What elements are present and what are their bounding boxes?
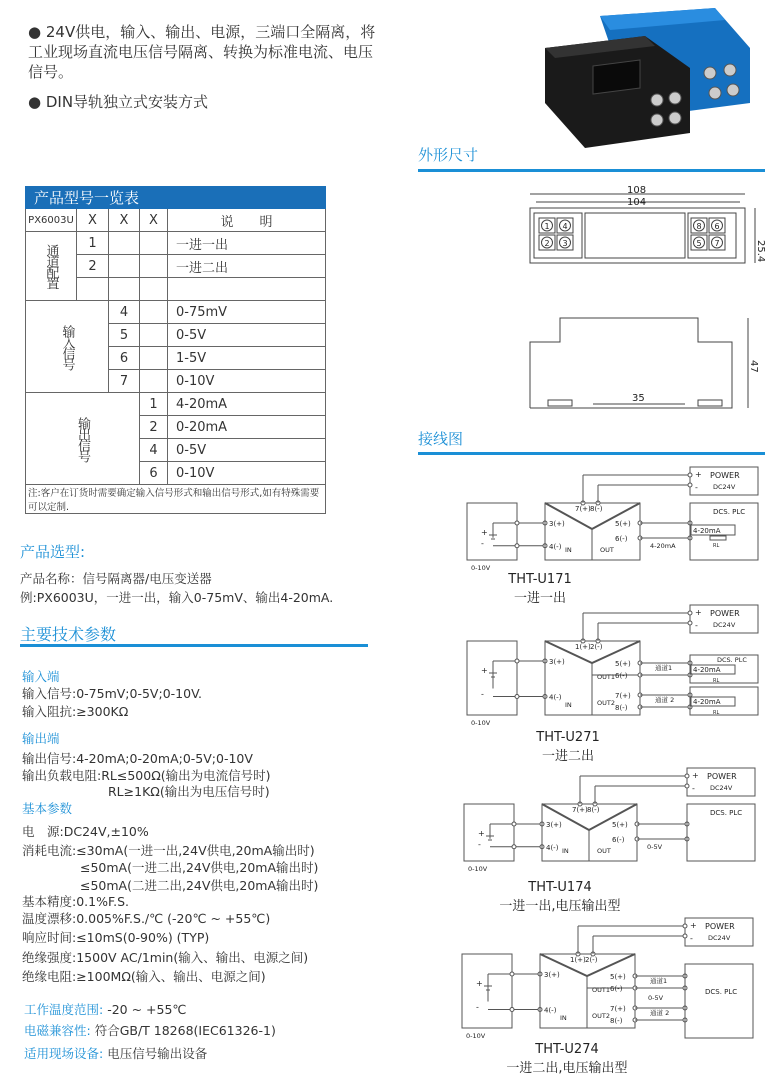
spec-extra: 电磁兼容性: 符合GB/T 18268(IEC61326-1): [24, 1023, 276, 1038]
power-label: POWER: [710, 471, 740, 480]
specs-rule: [20, 644, 368, 647]
wiring-diagram-u274: [450, 916, 760, 1040]
label: 7(+): [615, 692, 631, 700]
spec-extra: 工作温度范围: -20 ~ +55℃: [24, 1002, 187, 1017]
signal-label: 0-5V: [648, 994, 664, 1002]
col-x2: X: [109, 209, 140, 232]
terminal-icon: [512, 845, 516, 849]
table-cell: 1-5V: [168, 347, 326, 370]
terminal-number: 6: [714, 222, 720, 231]
terminal-number: 1: [544, 222, 550, 231]
wiring-diagram-u171: [455, 465, 765, 572]
rl-label: RL: [713, 678, 720, 684]
table-cell: 7: [109, 370, 140, 393]
in-label: IN: [565, 701, 572, 709]
minus-sign: -: [476, 1002, 479, 1012]
terminal-icon: [685, 774, 689, 778]
dim-35: 35: [632, 393, 645, 404]
power-label: POWER: [707, 772, 737, 781]
dc24v-label: DC24V: [713, 621, 736, 629]
diagram-caption-u171: THT-U171 一进一出: [508, 572, 572, 606]
spec-line: 绝缘强度:1500V AC/1min(输入、输出、电源之间): [22, 950, 309, 965]
dcs-plc-label: DCS. PLC: [705, 988, 738, 996]
power-label: POWER: [705, 922, 735, 931]
basic-section-title: 基本参数: [22, 801, 73, 816]
label: 2(-): [585, 956, 598, 964]
plus-sign: +: [690, 921, 697, 930]
label: 4(-): [549, 693, 562, 702]
signal-label: 0-5V: [647, 843, 663, 851]
table-model: PX6003U: [26, 209, 77, 232]
minus-sign: -: [478, 839, 481, 849]
dcs-plc-box: [685, 964, 753, 1038]
dim-104: 104: [627, 197, 647, 208]
source-range-label: 0-10V: [468, 865, 488, 873]
channel-1-label: 通道1: [655, 664, 673, 672]
terminal-icon: [515, 544, 519, 548]
spec-line: 温度漂移:0.005%F.S./℃ (-20℃ ~ +55℃): [22, 911, 271, 926]
label: 3(+): [549, 658, 565, 666]
label: 6(-): [612, 836, 625, 844]
minus-sign: -: [695, 483, 698, 492]
table-cell: 6: [140, 462, 168, 485]
out2-label: OUT2: [592, 1012, 610, 1020]
label: 2(-): [590, 643, 603, 651]
label: 8(-): [587, 806, 600, 814]
dcs-plc-label: DCS. PLC: [710, 809, 743, 817]
output-label: 输出信号: [26, 393, 140, 485]
terminal-icon: [688, 611, 692, 615]
out1-label: OUT1: [597, 673, 615, 681]
out-label: OUT: [600, 546, 614, 554]
table-cell: 一进二出: [168, 255, 326, 278]
model-selection-table: [25, 186, 326, 514]
table-cell: 0-5V: [168, 324, 326, 347]
label: 8(-): [590, 505, 603, 513]
table-cell: 0-20mA: [168, 416, 326, 439]
spec-line: ≤50mA(一进二出,24V供电,20mA输出时): [80, 860, 319, 875]
table-title: 产品型号一览表: [26, 187, 326, 209]
label: 8(-): [610, 1017, 623, 1025]
dimension-drawing: [520, 180, 765, 415]
in-label: IN: [560, 1014, 567, 1022]
plus-sign: +: [481, 528, 488, 537]
spec-line: 绝缘电阻:≥100MΩ(输入、输出、电源之间): [22, 969, 266, 984]
terminal-icon: [515, 695, 519, 699]
table-cell: 0-10V: [168, 462, 326, 485]
terminal-icon: [688, 621, 692, 625]
col-x1: X: [77, 209, 109, 232]
terminal-icon: [512, 822, 516, 826]
terminal-icon: [515, 659, 519, 663]
label: 5(+): [615, 660, 631, 668]
selection-name: 产品名称：信号隔离器/电压变送器: [20, 571, 212, 586]
dim-25-4: 25.4: [755, 240, 766, 263]
signal-source-box: [467, 641, 517, 715]
input-label: 输入信号: [26, 301, 109, 393]
source-range-label: 0-10V: [471, 719, 491, 727]
intro-bullet-2: ● DIN导轨独立式安装方式: [28, 93, 209, 111]
channel-2-label: 通道 2: [655, 696, 675, 704]
table-cell: 1: [140, 393, 168, 416]
spec-line: 消耗电流:≤30mA(一进一出,24V供电,20mA输出时): [22, 843, 315, 858]
out2-label: OUT2: [597, 699, 615, 707]
spec-line: ≤50mA(二进二出,24V供电,20mA输出时): [80, 878, 319, 893]
table-cell: 4: [109, 301, 140, 324]
label: 5(+): [615, 520, 631, 528]
plus-sign: +: [695, 470, 702, 479]
table-cell: 0-5V: [168, 439, 326, 462]
signal-label: 4-20mA: [650, 542, 676, 550]
dc24v-label: DC24V: [713, 483, 736, 491]
label: 7(+): [610, 1005, 626, 1013]
label: 1(+): [575, 643, 591, 651]
table-cell: 6: [109, 347, 140, 370]
out1-label: OUT1: [592, 986, 610, 994]
selection-title: 产品选型:: [20, 543, 86, 561]
wiring-title: 接线图: [418, 430, 464, 448]
table-cell: 4-20mA: [168, 393, 326, 416]
minus-sign: -: [690, 934, 693, 943]
label: 5(+): [610, 973, 626, 981]
dc24v-label: DC24V: [708, 934, 731, 942]
dim-108: 108: [627, 185, 647, 196]
dimensions-rule: [418, 169, 765, 172]
plus-sign: +: [695, 608, 702, 617]
label: 3(+): [546, 821, 562, 829]
dc24v-label: DC24V: [710, 784, 733, 792]
dcs-plc-label: DCS. PLC: [713, 508, 746, 516]
terminal-icon: [510, 1008, 514, 1012]
label: 4(-): [546, 843, 559, 852]
diagram-caption-u274: THT-U274 一进二出,电压输出型: [506, 1042, 628, 1076]
terminal-number: 2: [544, 239, 550, 248]
plus-sign: +: [692, 771, 699, 780]
spec-line: 响应时间:≤10mS(0-90%) (TYP): [22, 930, 210, 945]
diagram-caption-u174: THT-U174 一进一出,电压输出型: [499, 880, 621, 914]
wiring-diagram-u174: [452, 766, 762, 876]
selection-example: 例:PX6003U，一进一出，输入0-75mV、输出4-20mA.: [20, 590, 334, 605]
terminal-number: 3: [562, 239, 568, 248]
loop-label: 4-20mA: [693, 666, 721, 674]
table-cell: 1: [77, 232, 109, 255]
minus-sign: -: [481, 538, 484, 548]
source-range-label: 0-10V: [466, 1032, 486, 1040]
product-photo: [525, 8, 765, 148]
label: 7(+): [572, 806, 588, 814]
terminal-icon: [510, 972, 514, 976]
spec-line: 输出负载电阻:RL≤500Ω(输出为电流信号时): [22, 768, 271, 783]
table-cell: 4: [140, 439, 168, 462]
terminal-icon: [515, 521, 519, 525]
label: 6(-): [610, 985, 623, 993]
channel-2-label: 通道 2: [650, 1009, 670, 1017]
wiring-diagram-u271: [455, 603, 765, 727]
rl-label: RL: [713, 710, 720, 716]
spec-line: 输出信号:4-20mA;0-20mA;0-5V;0-10V: [22, 751, 253, 766]
minus-sign: -: [692, 784, 695, 793]
label: 3(+): [544, 971, 560, 979]
terminal-number: 7: [714, 239, 720, 248]
label: 7(+): [575, 505, 591, 513]
label: 6(-): [615, 535, 628, 543]
terminal-icon: [685, 784, 689, 788]
label: 8(-): [615, 704, 628, 712]
terminal-icon: [683, 934, 687, 938]
label: 4(-): [549, 542, 562, 551]
minus-sign: -: [695, 621, 698, 630]
terminal-icon: [688, 483, 692, 487]
channel-label: 通道配置: [26, 232, 77, 301]
col-desc: 说 明: [168, 209, 326, 232]
dim-47: 47: [748, 360, 759, 373]
power-label: POWER: [710, 609, 740, 618]
table-note: 注:客户在订货时需要确定输入信号形式和输出信号形式,如有特殊需要可以定制.: [26, 485, 326, 514]
spec-line: 输入信号:0-75mV;0-5V;0-10V.: [22, 686, 202, 701]
table-cell: 2: [77, 255, 109, 278]
dcs-plc-label: DCS. PLC: [717, 656, 747, 664]
terminal-icon: [683, 924, 687, 928]
out-label: OUT: [597, 847, 611, 855]
col-x3: X: [140, 209, 168, 232]
in-label: IN: [565, 546, 572, 554]
in-label: IN: [562, 847, 569, 855]
spec-line: 基本精度:0.1%F.S.: [22, 894, 130, 909]
diagram-caption-u271: THT-U271 一进二出: [536, 730, 600, 764]
resistor-icon: [710, 536, 726, 540]
label: 4(-): [544, 1006, 557, 1015]
terminal-number: 8: [696, 222, 702, 231]
specs-title: 主要技术参数: [20, 625, 117, 644]
minus-sign: -: [481, 689, 484, 699]
channel-1-label: 通道1: [650, 977, 668, 985]
table-cell: 2: [140, 416, 168, 439]
wiring-rule: [418, 452, 765, 455]
label: 5(+): [612, 821, 628, 829]
label: 3(+): [549, 520, 565, 528]
table-cell: 一进一出: [168, 232, 326, 255]
input-section-title: 输入端: [22, 669, 60, 684]
table-cell: 0-10V: [168, 370, 326, 393]
signal-source-box: [464, 804, 514, 861]
rl-label: RL: [713, 543, 720, 549]
spec-line: 输入阻抗:≥300KΩ: [22, 704, 129, 719]
terminal-number: 4: [562, 222, 568, 231]
signal-source-box: [462, 954, 512, 1028]
spec-line: RL≥1KΩ(输出为电压信号时): [108, 784, 270, 799]
terminal-number: 5: [696, 239, 702, 248]
label: 6(-): [615, 672, 628, 680]
plus-sign: +: [481, 666, 488, 675]
spec-extra: 适用现场设备: 电压信号输出设备: [24, 1046, 208, 1061]
table-cell: 5: [109, 324, 140, 347]
signal-source-box: [467, 503, 517, 560]
intro-bullet-1: ● 24V供电，输入、输出、电源，三端口全隔离，将 工业现场直流电压信号隔离、转换为标准电流、电压 信号。: [28, 23, 376, 81]
loop-label: 4-20mA: [693, 698, 721, 706]
spec-line: 电 源:DC24V,±10%: [22, 824, 149, 839]
output-section-title: 输出端: [22, 731, 60, 746]
dimensions-title: 外形尺寸: [418, 146, 479, 164]
terminal-icon: [688, 473, 692, 477]
plus-sign: +: [478, 829, 485, 838]
plus-sign: +: [476, 979, 483, 988]
loop-label: 4-20mA: [693, 527, 721, 535]
source-range-label: 0-10V: [471, 564, 491, 572]
label: 1(+): [570, 956, 586, 964]
table-cell: 0-75mV: [168, 301, 326, 324]
